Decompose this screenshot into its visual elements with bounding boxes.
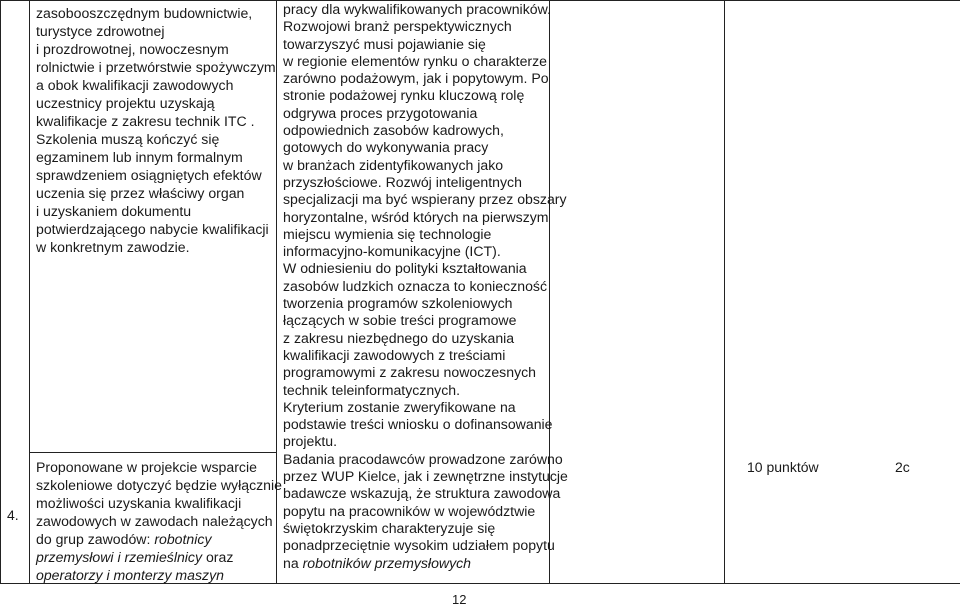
text-line: odgrywa proces przygotowania (283, 104, 478, 121)
italic-segment: robotnicy (154, 531, 212, 547)
text-line: możliwości uzyskania kwalifikacji (36, 495, 242, 511)
text-segment: do grup zawodów: (36, 531, 151, 547)
justification-text (283, 1, 568, 572)
criterion-code: 2c (895, 459, 910, 475)
text-line: horyzontalne, wśród których na pierwszym (283, 208, 549, 225)
text-segment: na (283, 554, 299, 571)
page-number: 12 (452, 592, 467, 607)
text-line: Proponowane w projekcie wsparcie (36, 459, 257, 475)
text-line: badawcze wskazują, że struktura zawodowa (283, 485, 561, 502)
text-line: Szkolenia muszą kończyć się (36, 131, 220, 147)
cell-divider (29, 452, 276, 453)
text-line: rolnictwie i przetwórstwie spożywczym (36, 59, 276, 75)
row-number: 4. (7, 507, 19, 523)
text-line: miejscu wymienia się technologie (283, 225, 492, 242)
text-line: szkoleniowe dotyczyć będzie wyłącznie (36, 477, 282, 493)
text-line: w konkretnym zawodzie. (36, 239, 190, 255)
text-line: ponadprzeciętnie wysokim udziałem popytu (283, 537, 555, 554)
text-line: i uzyskaniem dokumentu (36, 203, 192, 219)
text-line: sprawdzeniem osiągniętych efektów (36, 167, 262, 183)
text-line: kwalifikacje z zakresu technik ITC . (36, 113, 255, 129)
text-line: zawodowych w zawodach należących (36, 513, 273, 529)
text-line: uczestnicy projektu uzyskają (36, 95, 215, 111)
text-line: turystyce zdrowotnej (36, 23, 165, 39)
column-divider (724, 0, 725, 584)
description-top-text (36, 4, 276, 256)
points-value: 10 punktów (747, 459, 819, 475)
text-line: Rozwojowi branż perspektywicznych (283, 18, 512, 35)
text-line: odpowiednich zasobów kadrowych, (283, 122, 504, 139)
text-line: potwierdzającego nabycie kwalifikacji (36, 221, 269, 237)
text-line: i prozdrowotnej, nowoczesnym (36, 41, 229, 57)
text-line: z zakresu niezbędnego do uzyskania (283, 329, 515, 346)
text-line: zarówno podażowym, jak i popytowym. Po (283, 70, 549, 87)
text-line: stronie podażowej rynku kluczową rolę (283, 87, 525, 104)
text-line: programowymi z zakresu nowoczesnych (283, 364, 536, 381)
text-line: towarzyszyć musi pojawianie się (283, 35, 486, 52)
text-line: świętokrzyskim charakteryzuje się (283, 519, 496, 536)
text-line: przyszłościowe. Rozwój inteligentnych (283, 173, 522, 190)
text-line: W odniesieniu do polityki kształtowania (283, 260, 527, 277)
text-line (36, 548, 282, 566)
text-line: popytu na pracowników w województwie (283, 502, 536, 519)
text-line: podstawie treści wniosku o dofinansowanie (283, 416, 553, 433)
text-line: łączących w sobie treści programowe (283, 312, 517, 329)
text-line: egzaminem lub innym formalnym (36, 149, 243, 165)
text-line: projektu. (283, 433, 338, 450)
text-line: a obok kwalifikacji zawodowych (36, 77, 234, 93)
description-bottom-text (36, 458, 282, 584)
text-line: kwalifikacji zawodowych z treściami (283, 346, 506, 363)
text-line: zasobooszczędnym budownictwie, (36, 5, 253, 21)
text-line: informacyjno-komunikacyjne (ICT). (283, 243, 501, 260)
italic-segment: robotników przemysłowych (302, 554, 472, 571)
text-line: technik teleinformatycznych. (283, 381, 461, 398)
text-line: specjalizacji ma być wspierany przez obszary (283, 191, 567, 208)
text-line: gotowych do wykonywania pracy (283, 139, 489, 156)
text-segment: oraz (205, 549, 234, 565)
italic-segment: przemysłowi i rzemieślnicy (36, 549, 203, 565)
text-line (36, 530, 282, 548)
text-line: operatorzy i monterzy maszyn (36, 567, 224, 583)
table-border-left (0, 0, 1, 584)
text-line: uczenia się przez właściwy organ (36, 185, 245, 201)
text-line: przez WUP Kielce, jak i zewnętrzne instytucje (283, 468, 568, 485)
text-line: tworzenia programów szkoleniowych (283, 295, 513, 312)
text-line: zasobów ludzkich oznacza to konieczność (283, 277, 548, 294)
column-divider (29, 0, 30, 584)
text-line: Kryterium zostanie zweryfikowane na (283, 398, 516, 415)
text-line: pracy dla wykwalifikowanych pracowników. (283, 1, 551, 17)
text-line: Badania pracodawców prowadzone zarówno (283, 450, 563, 467)
text-line (283, 555, 568, 572)
text-line: w regionie elementów rynku o charakterze (283, 52, 547, 69)
text-line: w branżach zidentyfikowanych jako (283, 156, 504, 173)
